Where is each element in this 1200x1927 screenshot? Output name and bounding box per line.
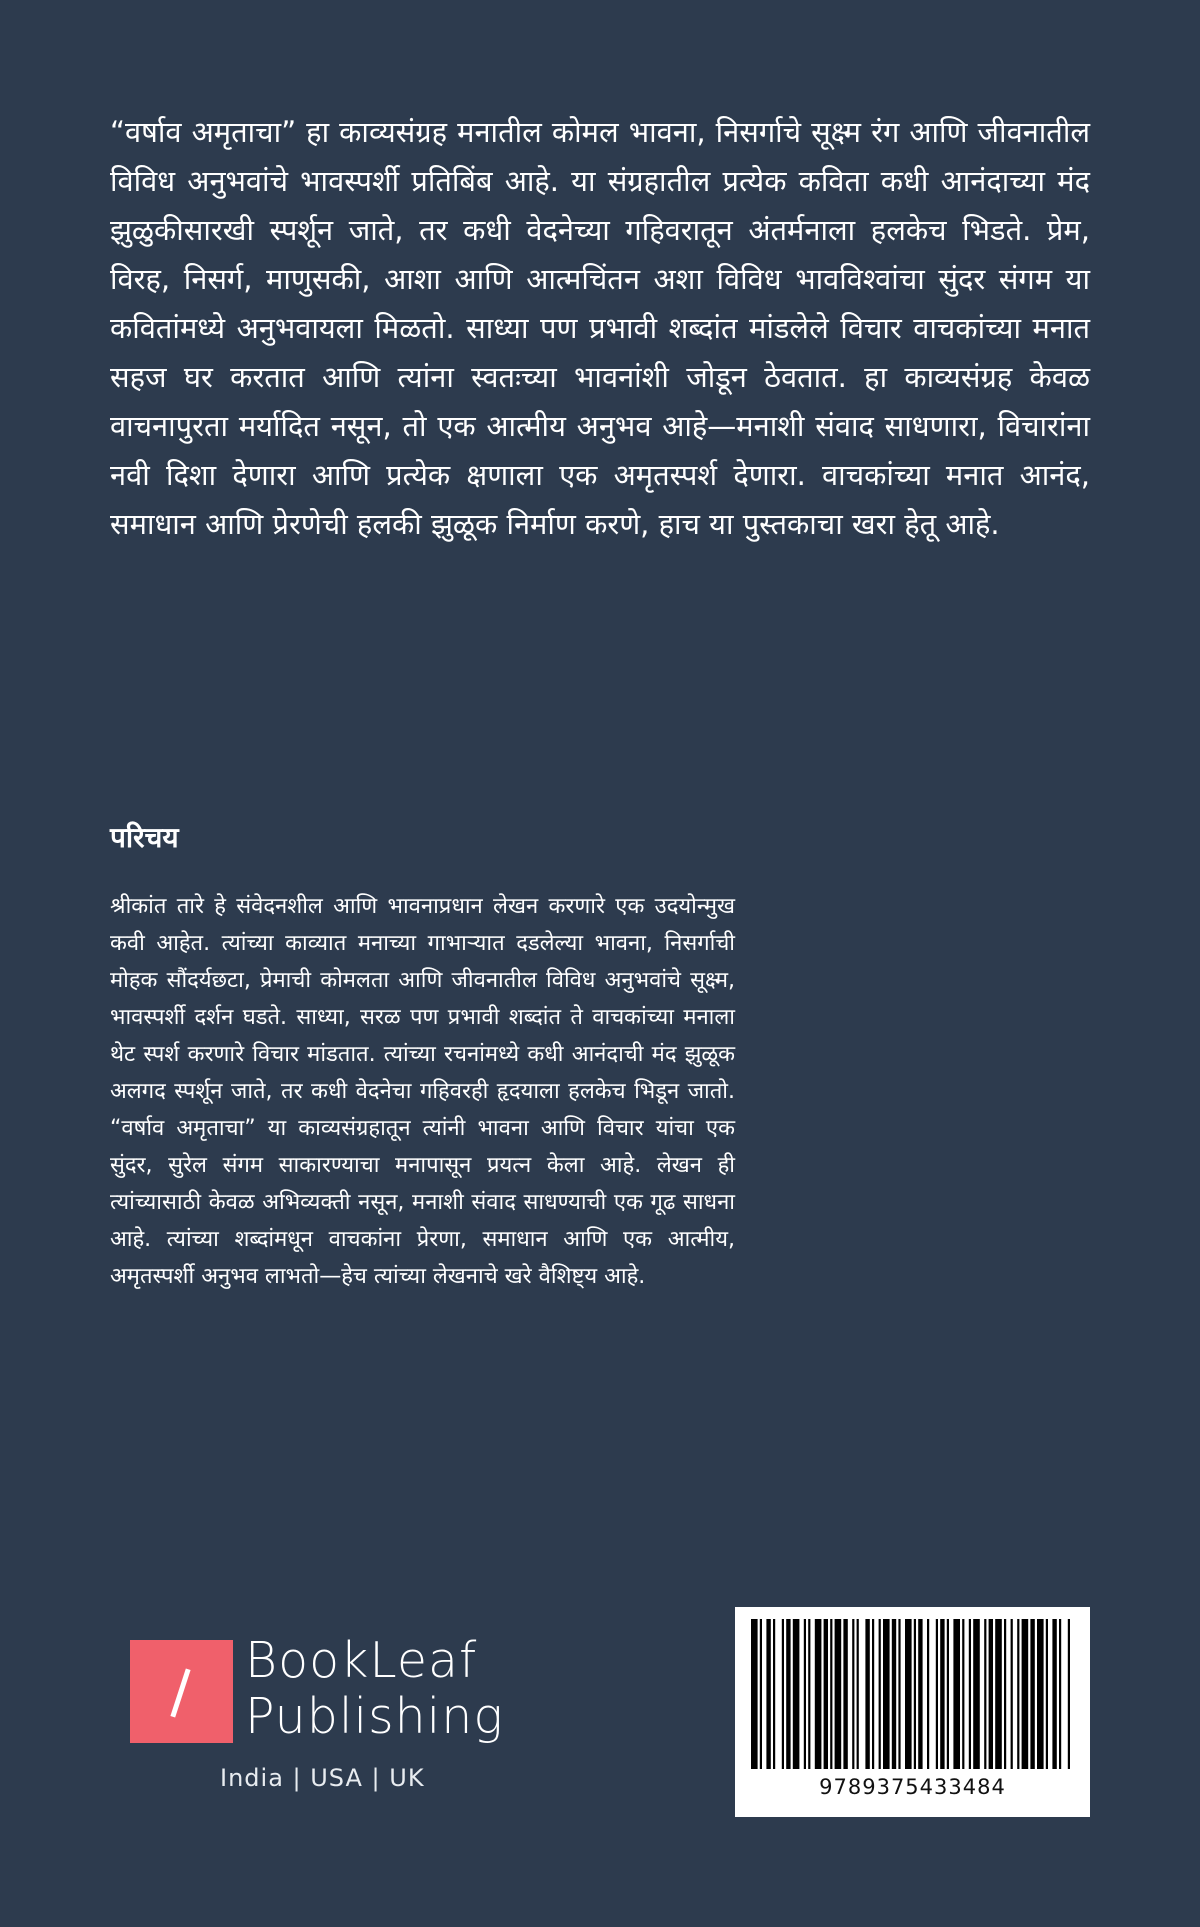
barcode-bar	[989, 1619, 993, 1769]
barcode-bar	[918, 1619, 922, 1769]
barcode-bar	[857, 1619, 859, 1769]
barcode-bar	[793, 1619, 800, 1769]
barcode-bar	[872, 1619, 874, 1769]
barcode-bar	[947, 1619, 949, 1769]
about-author-heading: परिचय	[110, 821, 179, 854]
barcode-bar	[973, 1619, 980, 1769]
barcode-bar	[936, 1619, 938, 1769]
barcode-bar	[824, 1619, 828, 1769]
barcode-bar	[751, 1619, 758, 1769]
barcode-bar	[892, 1619, 896, 1769]
barcode-bar	[865, 1619, 869, 1769]
barcode-bar	[1068, 1619, 1070, 1769]
barcode-bar	[1052, 1619, 1056, 1769]
about-author-text: श्रीकांत तारे हे संवेदनशील आणि भावनाप्रधान लेखन करणारे एक उदयोन्मुख कवी आहेत. त्यांच्या काव्यात मनाच्या गाभाऱ्यात दडलेल्या भावना, निसर्गाची मोहक सौंदर्यछटा, प्रेमाची कोमलता आणि जीवनातील विविध अनुभवांचे सूक्ष्म, भावस्पर्शी दर्शन घडते. साध्या, सरळ पण प्रभावी शब्दांत ते वाचकांच्या मनाला थेट स्पर्श करणारे विचार मांडतात. त्यांच्या रचनांमध्ये कधी आनंदाची मंद झुळूक अलगद स्पर्शून जाते, तर कधी वेदनेचा गहिवरही हृदयाला हलकेच भिडून जातो. “वर्षाव अमृताचा” या काव्यसंग्रहातून त्यांनी भावना आणि विचार यांचा एक सुंदर, सुरेल संगम साकारण्याचा मनापासून प्रयत्न केला आहे. लेखन ही त्यांच्यासाठी केवळ अभिव्यक्ती नसून, मनाशी संवाद साधण्याची एक गूढ साधना आहे. त्यांच्या शब्दांमधून वाचकांना प्रेरणा, समाधान आणि एक आत्मीय, अमृतस्पर्शी अनुभव लाभतो—हेच त्यांच्या लेखनाचे खरे वैशिष्ट्य आहे.	[110, 894, 735, 1289]
barcode-bar	[914, 1619, 916, 1769]
barcode-bar	[766, 1619, 770, 1769]
publisher-name-line2: Publishing	[245, 1688, 504, 1745]
barcode-bar	[905, 1619, 912, 1769]
publisher-regions: India | USA | UK	[220, 1764, 425, 1792]
barcode-bar	[883, 1619, 890, 1769]
publisher-logo	[130, 1632, 530, 1810]
barcode-bar	[1022, 1619, 1029, 1769]
barcode-bar	[1004, 1619, 1006, 1769]
barcode-bar	[927, 1619, 929, 1769]
barcode-bar	[830, 1619, 832, 1769]
barcode-bar	[808, 1619, 810, 1769]
slash-icon	[170, 1668, 190, 1717]
barcode-bar	[852, 1619, 854, 1769]
barcode-bar	[1030, 1619, 1034, 1769]
barcode-bar	[1017, 1619, 1019, 1769]
barcode-bar	[1046, 1619, 1048, 1769]
barcode-bar	[962, 1619, 964, 1769]
isbn-barcode	[735, 1607, 1090, 1817]
barcode-bar	[1059, 1619, 1061, 1769]
barcode-bar	[995, 1619, 1002, 1769]
back-cover-blurb: “वर्षाव अमृताचा” हा काव्यसंग्रह मनातील कोमल भावना, निसर्गाचे सूक्ष्म रंग आणि जीवनातील विविध अनुभवांचे भावस्पर्शी प्रतिबिंब आहे. या संग्रहातील प्रत्येक कविता कधी आनंदाच्या मंद झुळुकीसारखी स्पर्शून जाते, तर कधी वेदनेच्या गहिवरातून अंतर्मनाला हलकेच भिडते. प्रेम, विरह, निसर्ग, माणुसकी, आशा आणि आत्मचिंतन अशा विविध भावविश्वांचा सुंदर संगम या कवितांमध्ये अनुभवायला मिळतो. साध्या पण प्रभावी शब्दांत मांडलेले विचार वाचकांच्या मनात सहज घर करतात आणि त्यांना स्वतःच्या भावनांशी जोडून ठेवतात. हा काव्यसंग्रह केवळ वाचनापुरता मर्यादित नसून, तो एक आत्मीय अनुभव आहे—मनाशी संवाद साधणारा, विचारांना नवी दिशा देणारा आणि प्रत्येक क्षणाला एक अमृतस्पर्श देणारा. वाचकांच्या मनात आनंद, समाधान आणि प्रेरणेची हलकी झुळूक निर्माण करणे, हाच या पुस्तकाचा खरा हेतू आहे.	[110, 115, 1090, 541]
barcode-bar	[984, 1619, 986, 1769]
barcode-bar	[773, 1619, 775, 1769]
barcode-bar	[953, 1619, 960, 1769]
barcode-bar	[786, 1619, 790, 1769]
barcode-bar	[782, 1619, 784, 1769]
isbn-number: 9789375433484	[819, 1775, 1006, 1799]
barcode-bar	[898, 1619, 900, 1769]
barcode-bar	[879, 1619, 881, 1769]
barcode-bar	[835, 1619, 842, 1769]
barcode-bar	[969, 1619, 971, 1769]
barcode-bar	[843, 1619, 847, 1769]
bookleaf-logo-icon	[130, 1640, 233, 1743]
barcode-bar	[1011, 1619, 1013, 1769]
barcode-bar	[940, 1619, 944, 1769]
publisher-name-line1: BookLeaf	[245, 1632, 478, 1689]
barcode-bar	[760, 1619, 762, 1769]
barcode-bars-icon	[751, 1619, 1074, 1769]
barcode-bar	[1037, 1619, 1044, 1769]
barcode-bar	[815, 1619, 822, 1769]
barcode-bar	[804, 1619, 806, 1769]
